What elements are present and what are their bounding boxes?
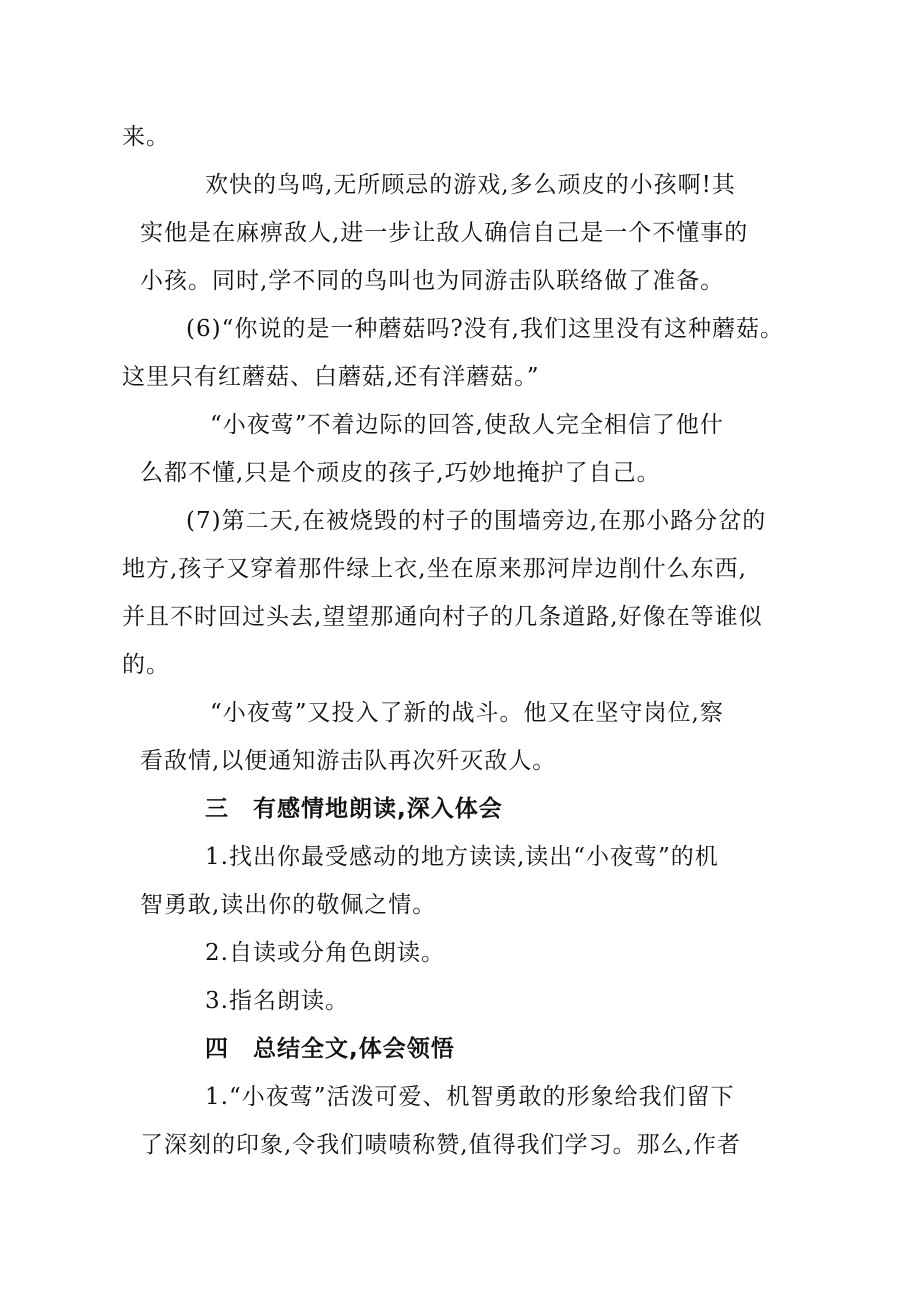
text-line: 小孩。同时,学不同的鸟叫也为同游击队联络做了准备。: [140, 268, 725, 294]
text-line: 并且不时回过头去,望望那通向村子的几条道路,好像在等谁似: [122, 604, 763, 630]
text-line: 1.找出你最受感动的地方读读,读出“小夜莺”的机: [205, 844, 719, 870]
text-line: 欢快的鸟鸣,无所顾忌的游戏,多么顽皮的小孩啊!其: [205, 172, 736, 198]
text-line: 地方,孩子又穿着那件绿上衣,坐在原来那河岸边削什么东西,: [122, 556, 747, 582]
text-line: 看敌情,以便通知游击队再次歼灭敌人。: [140, 748, 557, 774]
text-line: 实他是在麻痹敌人,进一步让敌人确信自己是一个不懂事的: [140, 220, 749, 246]
text-line: 的。: [122, 652, 170, 678]
text-line: 了深刻的印象,令我们啧啧称赞,值得我们学习。那么,作者: [140, 1132, 741, 1158]
text-line: 么都不懂,只是个顽皮的孩子,巧妙地掩护了自己。: [140, 460, 661, 486]
section-heading: 三 有感情地朗读,深入体会: [205, 796, 503, 822]
text-line: 1.“小夜莺”活泼可爱、机智勇敢的形象给我们留下: [205, 1084, 735, 1110]
text-line: (7)第二天,在被烧毁的村子的围墙旁边,在那小路分岔的: [186, 508, 767, 534]
section-heading: 四 总结全文,体会领悟: [205, 1036, 455, 1062]
text-line: 智勇敢,读出你的敬佩之情。: [140, 892, 437, 918]
text-line: 3.指名朗读。: [205, 988, 349, 1014]
text-line: (6)“你说的是一种蘑菇吗?没有,我们这里没有这种蘑菇。: [186, 316, 784, 342]
text-line: “小夜莺”又投入了新的战斗。他又在坚守岗位,察: [210, 700, 724, 726]
text-line: 这里只有红蘑菇、白蘑菇,还有洋蘑菇。”: [122, 364, 540, 390]
text-line: 来。: [122, 124, 170, 150]
text-line: “小夜莺”不着边际的回答,使敌人完全相信了他什: [210, 412, 724, 438]
text-line: 2.自读或分角色朗读。: [205, 940, 445, 966]
